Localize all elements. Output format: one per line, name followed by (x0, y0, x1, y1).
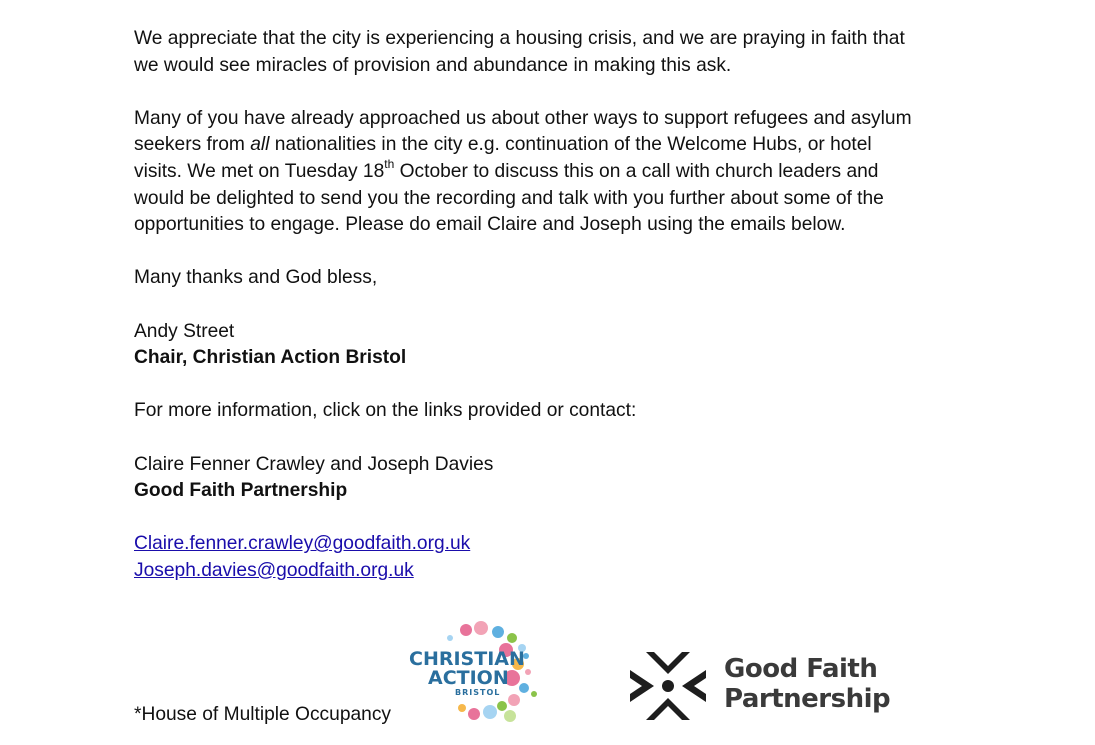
text-line: We appreciate that the city is experiencing a housing crisis, and we are praying in faith that (134, 28, 905, 49)
text-line: opportunities to engage. Please do email Claire and Joseph using the emails below. (134, 214, 846, 236)
signoff-text: Many thanks and God bless, (134, 267, 378, 289)
ordinal-suffix: th (384, 156, 395, 171)
paragraph-housing (134, 26, 994, 79)
signer-name: Andy Street (134, 320, 235, 342)
text-line: Many of you have already approached us about other ways to support refugees and asylum (134, 107, 912, 129)
text-line: we would see miracles of provision and abundance in making this ask. (134, 54, 732, 76)
contact-org: Good Faith Partnership (134, 480, 348, 502)
text-fragment: nationalities in the city e.g. continuation of the Welcome Hubs, or hotel (269, 134, 872, 156)
christian-action-bristol-logo (406, 620, 546, 724)
signature-block (134, 319, 994, 372)
email-link-joseph[interactable]: Joseph.davies@goodfaith.org.uk (134, 559, 414, 581)
logo-text-good-faith: Good Faith (724, 654, 878, 684)
email-line (134, 558, 994, 585)
paragraph-support (134, 106, 994, 239)
logo-text-partnership: Partnership (724, 684, 891, 714)
more-info-text: For more information, click on the links provided or contact: (134, 400, 637, 422)
good-faith-cross-icon (628, 648, 712, 724)
letter-body (134, 26, 994, 611)
email-links (134, 531, 994, 584)
good-faith-wordmark (724, 654, 890, 714)
logo-text-christian: CHRISTIAN (409, 648, 525, 670)
good-faith-partnership-logo (628, 646, 891, 726)
contact-names: Claire Fenner Crawley and Joseph Davies (134, 453, 494, 475)
logo-text-bristol: BRISTOL (455, 688, 501, 697)
text-fragment: seekers from (134, 134, 251, 156)
email-link-claire[interactable]: Claire.fenner.crawley@goodfaith.org.uk (134, 533, 471, 555)
text-fragment: visits. We met on Tuesday 18 (134, 160, 385, 182)
emphasis-all: all (250, 134, 270, 156)
more-info (134, 398, 994, 425)
contact-block (134, 452, 994, 505)
logo-text-action: ACTION (428, 667, 509, 689)
text-line: would be delighted to send you the recording and talk with you further about some of the (134, 187, 884, 209)
email-line (134, 531, 994, 558)
text-line (134, 156, 994, 186)
text-line (134, 132, 994, 159)
signoff (134, 265, 994, 292)
footnote: *House of Multiple Occupancy (134, 704, 392, 725)
signer-title: Chair, Christian Action Bristol (134, 347, 407, 369)
text-fragment: October to discuss this on a call with church leaders and (394, 160, 879, 182)
